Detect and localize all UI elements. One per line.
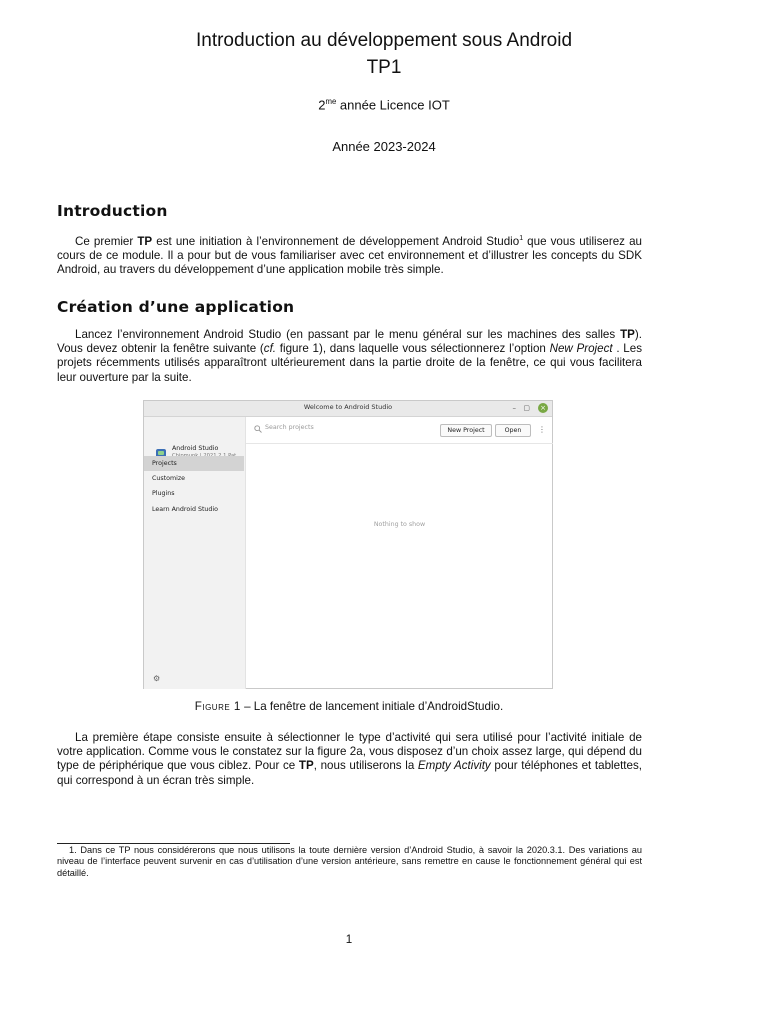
welcome-sidebar xyxy=(144,417,246,689)
minimize-icon[interactable]: – xyxy=(512,404,516,412)
sidebar-item-label: Customize xyxy=(152,475,186,482)
document-subtitle-tp: TP1 xyxy=(366,57,402,78)
step-text-c: pour téléphones et tablettes, qui correspond à un écran très simple. xyxy=(57,759,642,787)
creation-paragraph xyxy=(57,328,642,385)
android-studio-welcome-window xyxy=(143,400,553,689)
sidebar-item-customize[interactable] xyxy=(144,471,244,486)
sidebar-item-label: Projects xyxy=(152,460,177,467)
intro-text-a: Ce premier xyxy=(75,234,138,248)
level-number: 2 xyxy=(318,97,326,113)
maximize-icon[interactable]: ▢ xyxy=(523,404,530,412)
window-title: Welcome to Android Studio xyxy=(303,403,393,411)
gear-icon[interactable]: ⚙ xyxy=(153,674,161,683)
footnote xyxy=(57,845,642,879)
window-titlebar xyxy=(144,401,552,417)
document-title: Introduction au développement sous Android xyxy=(195,30,573,51)
activity-step-paragraph xyxy=(57,731,642,788)
creation-text-b: ). Vous devez obtenir la fenêtre suivante ( xyxy=(57,328,642,356)
step-text-b: , nous utiliserons la xyxy=(313,759,418,773)
section-introduction-title: Introduction xyxy=(57,202,168,220)
section-creation-title: Création d’une application xyxy=(57,298,295,316)
sidebar-item-plugins[interactable] xyxy=(144,486,244,501)
header-divider xyxy=(246,443,553,444)
page-number: 1 xyxy=(345,933,353,946)
sidebar-item-learn[interactable] xyxy=(144,502,244,517)
sidebar-item-label: Plugins xyxy=(152,490,175,497)
creation-cf: cf. xyxy=(263,342,277,356)
level-line xyxy=(0,97,768,112)
creation-text-d: . Les projets récemments utilisés apparaîtront ultérieurement dans la partie droite de la fenêtre, ce qui vous facilitera leur ouverture par la suite. xyxy=(57,342,643,384)
creation-text-a: Lancez l’environnement Android Studio (en passant par le menu général sur les machines des salles xyxy=(75,328,621,341)
intro-paragraph xyxy=(57,232,642,277)
level-text: année Licence IOT xyxy=(336,97,450,113)
close-icon[interactable]: × xyxy=(538,403,548,413)
creation-tp: TP xyxy=(620,328,635,341)
intro-text-c: que vous utiliserez au cours de ce module. Il a pour but de vous familiariser avec cet environnement et d’illustrer les concepts du SDK Android, au travers du développement d’une application mobile très simple. xyxy=(57,234,642,277)
search-input[interactable] xyxy=(265,424,365,431)
creation-new-project: New Project xyxy=(549,342,613,356)
intro-text-b: est une initiation à l’environnement de développement Android Studio xyxy=(152,234,520,248)
figure-label: Figure 1 xyxy=(194,700,241,713)
new-project-button[interactable]: New Project xyxy=(440,424,492,437)
footnote-ref[interactable]: 1 xyxy=(519,235,524,242)
sidebar-item-label: Learn Android Studio xyxy=(152,506,219,513)
empty-projects-message: Nothing to show xyxy=(373,521,426,528)
app-name: Android Studio xyxy=(172,445,219,452)
open-button[interactable]: Open xyxy=(495,424,531,437)
step-text-a: La première étape consiste ensuite à sélectionner le type d’activité qui sera utilisé pour l’activité initiale de votre application. Comme vous le constatez sur la figure 2a, vous disposez d’un choix assez large, qui dépend du type de périphérique que vous ciblez. Pour ce xyxy=(57,731,642,773)
intro-tp: TP xyxy=(137,234,153,248)
more-options-icon[interactable]: ⋮ xyxy=(538,425,546,434)
figure-caption xyxy=(0,700,698,713)
step-empty-activity: Empty Activity xyxy=(417,759,491,773)
sidebar-item-projects[interactable] xyxy=(144,456,244,471)
footnote-rule xyxy=(57,843,290,844)
step-tp: TP xyxy=(298,759,314,773)
figure-caption-text: – La fenêtre de lancement initiale d’AndroidStudio. xyxy=(240,700,504,713)
search-icon xyxy=(254,425,262,433)
footnote-text: 1. Dans ce TP nous considérerons que nous utilisons la toute dernière version d’Android Studio, à savoir la 2020.3.1. Des variations au niveau de l’interface peuvent survenir en cas d’utilisation d’une version antérieure, sans remettre en cause le fonctionnement général qui est détaillé. xyxy=(57,845,642,878)
creation-text-c: figure 1), dans laquelle vous sélectionnerez l’option xyxy=(276,342,550,356)
level-sup: me xyxy=(325,97,337,106)
academic-year: Année 2023-2024 xyxy=(332,139,436,154)
